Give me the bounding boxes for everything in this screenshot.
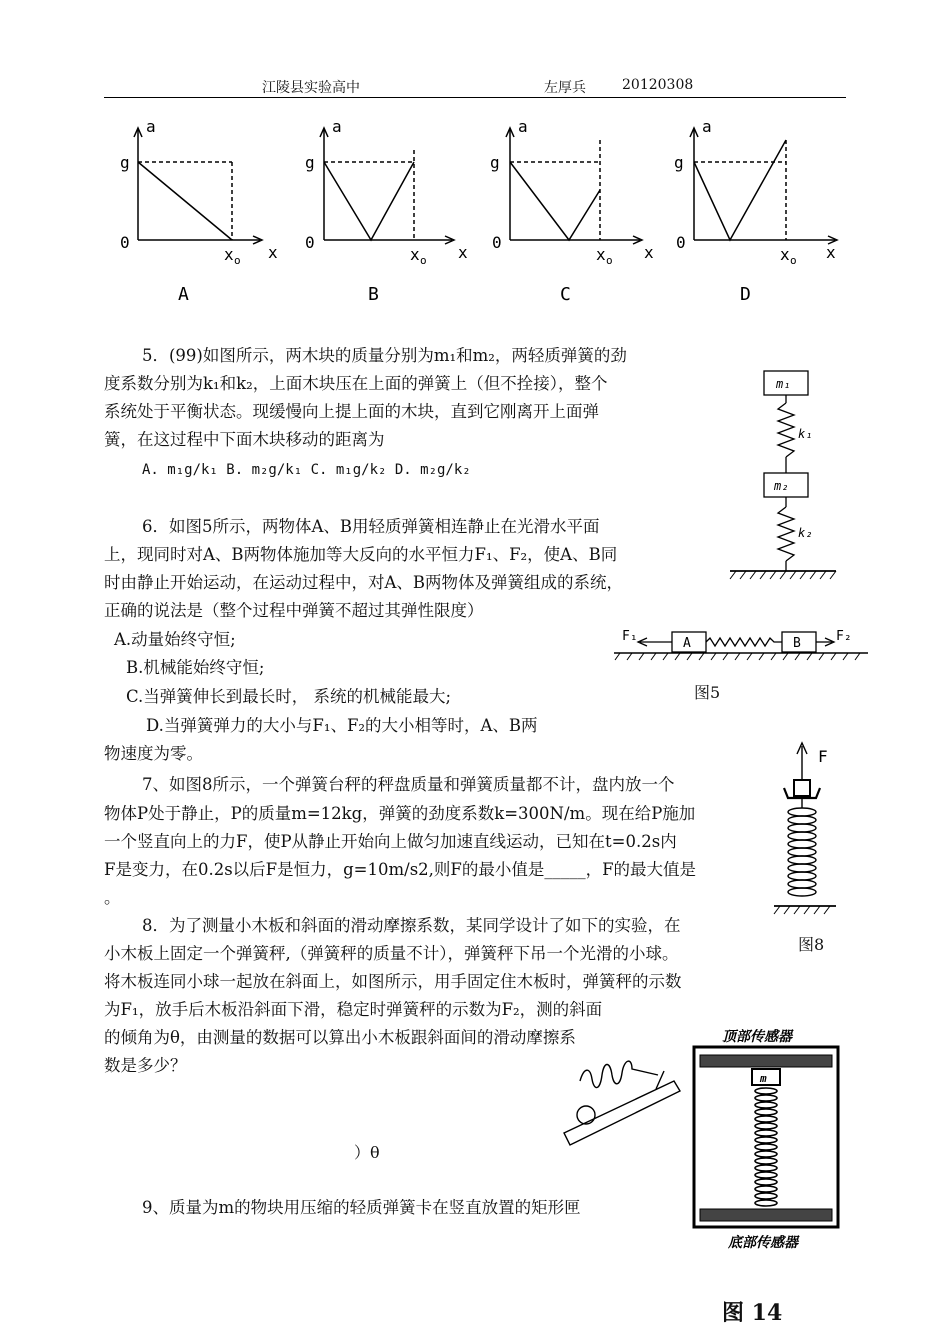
q8-line-6: 数是多少？ bbox=[104, 1056, 187, 1075]
graph-c bbox=[506, 128, 642, 244]
svg-text:x: x bbox=[458, 243, 468, 262]
svg-text:o: o bbox=[606, 254, 613, 267]
svg-text:g: g bbox=[490, 153, 500, 172]
q5-line-2: 度系数分别为k₁和k₂，上面木块压在上面的弹簧上（但不拴接），整个 bbox=[104, 374, 608, 393]
q6-option-d-cont: 物速度为零。 bbox=[104, 744, 203, 763]
svg-text:a: a bbox=[146, 117, 156, 136]
q9-box-figure bbox=[688, 1025, 848, 1255]
svg-text:o: o bbox=[234, 254, 241, 267]
svg-text:A: A bbox=[178, 284, 189, 305]
svg-text:x: x bbox=[596, 245, 606, 264]
q5-line-3: 系统处于平衡状态。现缓慢向上提上面的木块，直到它刚离开上面弹 bbox=[104, 402, 599, 421]
q8-line-5: 的倾角为θ，由测量的数据可以算出小木板跟斜面间的滑动摩擦系 bbox=[104, 1028, 576, 1047]
svg-text:0: 0 bbox=[305, 233, 315, 252]
header-rule bbox=[104, 97, 846, 98]
q5-spring-figure bbox=[722, 365, 842, 585]
q8-theta-label: ）θ bbox=[354, 1143, 380, 1162]
graph-a bbox=[134, 128, 262, 244]
svg-text:m₁: m₁ bbox=[776, 377, 791, 391]
q6-option-c: C.当弹簧伸长到最长时， 系统的机械能最大; bbox=[126, 687, 452, 706]
svg-text:0: 0 bbox=[676, 233, 686, 252]
header-date: 20120308 bbox=[622, 77, 694, 93]
q7-line-2: 物体P处于静止，P的质量m=12kg，弹簧的劲度系数k=300N/m。现在给P施加 bbox=[104, 804, 696, 823]
svg-text:0: 0 bbox=[120, 233, 130, 252]
svg-text:a: a bbox=[332, 117, 342, 136]
svg-text:x: x bbox=[644, 243, 654, 262]
svg-text:x: x bbox=[268, 243, 278, 262]
svg-text:x: x bbox=[780, 245, 790, 264]
q6-option-d: D.当弹簧弹力的大小与F₁、F₂的大小相等时，A、B两 bbox=[146, 716, 538, 735]
q6-line-4: 正确的说法是（整个过程中弹簧不超过其弹性限度） bbox=[104, 601, 484, 620]
q8-line-3: 将木板连同小球一起放在斜面上，如图所示，用手固定住木板时，弹簧秤的示数 bbox=[104, 972, 682, 991]
svg-text:m₂: m₂ bbox=[774, 479, 789, 493]
svg-text:C: C bbox=[560, 284, 571, 305]
svg-text:B: B bbox=[793, 636, 801, 651]
q6-line-3: 时由静止开始运动，在运动过程中，对A、B两物体及弹簧组成的系统， bbox=[104, 573, 624, 592]
q6-line-1: 6．如图5所示，两物体A、B用轻质弹簧相连静止在光滑水平面 bbox=[142, 517, 600, 536]
q8-line-1: 8．为了测量小木板和斜面的滑动摩擦系数，某同学设计了如下的实验，在 bbox=[142, 916, 681, 935]
header-author: 左厚兵 bbox=[544, 80, 586, 96]
svg-text:A: A bbox=[683, 636, 691, 651]
svg-text:g: g bbox=[674, 153, 684, 172]
svg-text:F₁: F₁ bbox=[622, 629, 638, 644]
svg-text:g: g bbox=[120, 153, 130, 172]
q5-options: A. m₁g/k₁ B. m₂g/k₁ C. m₁g/k₂ D. m₂g/k₂ bbox=[142, 462, 471, 478]
svg-text:k₂: k₂ bbox=[798, 526, 813, 540]
svg-text:k₁: k₁ bbox=[798, 427, 813, 441]
q9-figure-caption: 图 14 bbox=[722, 1300, 783, 1326]
q6-line-2: 上，现同时对A、B两物体施加等大反向的水平恒力F₁、F₂，使A、B同 bbox=[104, 545, 618, 564]
svg-text:0: 0 bbox=[492, 233, 502, 252]
q8-line-2: 小木板上固定一个弹簧秤,（弹簧秤的质量不计），弹簧秤下吊一个光滑的小球。 bbox=[104, 944, 679, 963]
q9-line-1: 9、质量为m的物块用压缩的轻质弹簧卡在竖直放置的矩形匣 bbox=[142, 1198, 581, 1217]
svg-text:x: x bbox=[224, 245, 234, 264]
q7-line-3: 一个竖直向上的力F，使P从静止开始向上做匀加速直线运动，已知在t=0.2s内 bbox=[104, 832, 677, 851]
svg-text:o: o bbox=[420, 254, 427, 267]
graphs-figure bbox=[100, 110, 860, 310]
q8-line-4: 为F₁，放手后木板沿斜面下滑，稳定时弹簧秤的示数为F₂，测的斜面 bbox=[104, 1000, 603, 1019]
q7-line-4: F是变力，在0.2s以后F是恒力，g=10m/s2,则F的最小值是_____，F的最大值是 bbox=[104, 860, 697, 879]
svg-text:D: D bbox=[740, 284, 751, 305]
svg-text:F₂: F₂ bbox=[836, 629, 852, 644]
q6-figure bbox=[610, 622, 872, 666]
svg-text:x: x bbox=[826, 243, 836, 262]
svg-text:m: m bbox=[760, 1072, 767, 1085]
svg-text:顶部传感器: 顶部传感器 bbox=[722, 1029, 792, 1045]
header-school: 江陵县实验高中 bbox=[262, 80, 360, 96]
svg-text:a: a bbox=[702, 117, 712, 136]
graph-d bbox=[690, 128, 837, 244]
graph-b bbox=[320, 128, 454, 244]
q7-line-1: 7、如图8所示，一个弹簧台秤的秤盘质量和弹簧质量都不计，盘内放一个 bbox=[142, 775, 675, 794]
q6-option-a: A.动量始终守恒; bbox=[114, 630, 236, 649]
q7-figure-caption: 图8 bbox=[798, 935, 825, 954]
svg-text:底部传感器: 底部传感器 bbox=[728, 1235, 798, 1251]
q7-line-5: 。 bbox=[104, 888, 121, 907]
q7-scale-figure bbox=[770, 736, 850, 920]
svg-text:o: o bbox=[790, 254, 797, 267]
svg-text:a: a bbox=[518, 117, 528, 136]
q6-figure-caption: 图5 bbox=[694, 683, 721, 702]
svg-text:g: g bbox=[305, 153, 315, 172]
svg-text:B: B bbox=[368, 284, 379, 305]
svg-text:F: F bbox=[818, 747, 828, 766]
q8-incline-figure bbox=[560, 1045, 690, 1175]
q6-option-b: B.机械能始终守恒; bbox=[126, 658, 265, 677]
q5-line-4: 簧，在这过程中下面木块移动的距离为 bbox=[104, 430, 385, 449]
q5-line-1: 5．(99)如图所示，两木块的质量分别为m₁和m₂，两轻质弹簧的劲 bbox=[142, 346, 627, 365]
svg-text:x: x bbox=[410, 245, 420, 264]
